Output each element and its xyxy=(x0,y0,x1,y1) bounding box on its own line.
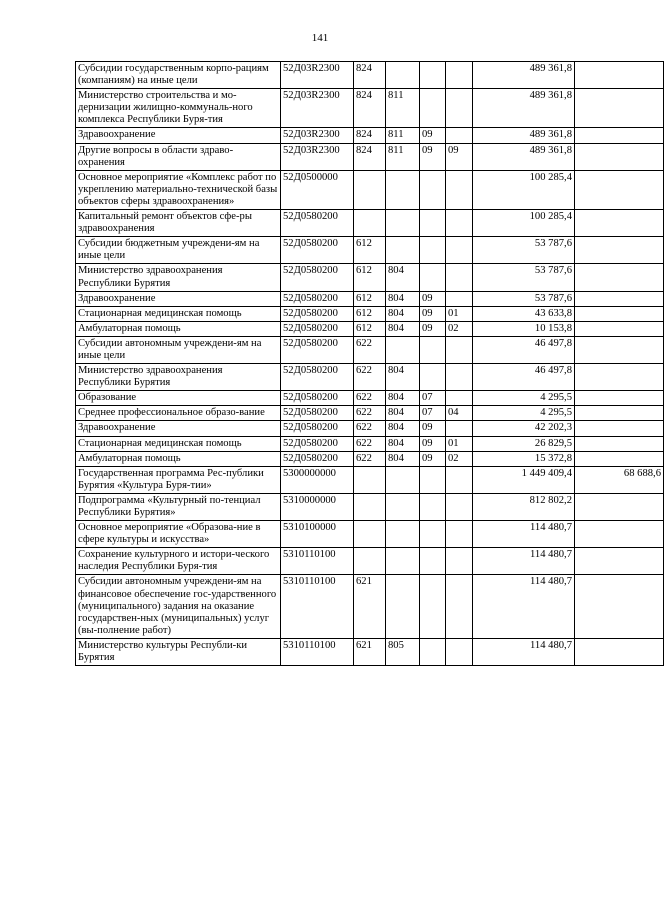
subsection-code-cell: 02 xyxy=(446,321,473,336)
ministry-code-cell: 804 xyxy=(386,364,420,391)
subsection-code-cell xyxy=(446,89,473,128)
amount-federal-cell xyxy=(575,143,664,170)
target-article-code-cell: 52Д03R2300 xyxy=(281,89,354,128)
item-name-cell: Амбулаторная помощь xyxy=(76,451,281,466)
target-article-code-cell: 5310100000 xyxy=(281,521,354,548)
item-name-cell: Субсидии государственным корпо-рациям (компаниям) на иные цели xyxy=(76,62,281,89)
table-row xyxy=(76,436,664,451)
item-name-cell: Сохранение культурного и истори-ческого наследия Республики Буря-тия xyxy=(76,548,281,575)
target-article-code-cell: 5310110100 xyxy=(281,548,354,575)
expense-type-code-cell xyxy=(354,466,386,493)
section-code-cell: 07 xyxy=(420,406,446,421)
amount-total-cell: 114 480,7 xyxy=(473,638,575,665)
amount-federal-cell xyxy=(575,89,664,128)
subsection-code-cell xyxy=(446,237,473,264)
amount-federal-cell xyxy=(575,421,664,436)
target-article-code-cell: 52Д0580200 xyxy=(281,291,354,306)
item-name-cell: Другие вопросы в области здраво-охранения xyxy=(76,143,281,170)
expense-type-code-cell: 622 xyxy=(354,391,386,406)
amount-federal-cell xyxy=(575,364,664,391)
table-row xyxy=(76,210,664,237)
table-row xyxy=(76,89,664,128)
amount-total-cell: 46 497,8 xyxy=(473,336,575,363)
item-name-cell: Министерство здравоохранения Республики Бурятия xyxy=(76,364,281,391)
ministry-code-cell xyxy=(386,170,420,209)
item-name-cell: Министерство культуры Республи-ки Бурятия xyxy=(76,638,281,665)
amount-federal-cell xyxy=(575,128,664,143)
amount-total-cell: 4 295,5 xyxy=(473,406,575,421)
target-article-code-cell: 52Д0580200 xyxy=(281,237,354,264)
ministry-code-cell: 804 xyxy=(386,321,420,336)
expense-type-code-cell: 622 xyxy=(354,336,386,363)
section-code-cell xyxy=(420,548,446,575)
item-name-cell: Основное мероприятие «Комплекс работ по укреплению материально-технической базы объектов сферы здравоохранения» xyxy=(76,170,281,209)
expense-type-code-cell: 612 xyxy=(354,291,386,306)
amount-total-cell: 489 361,8 xyxy=(473,62,575,89)
ministry-code-cell: 804 xyxy=(386,391,420,406)
target-article-code-cell: 52Д03R2300 xyxy=(281,143,354,170)
table-row xyxy=(76,638,664,665)
amount-total-cell: 489 361,8 xyxy=(473,128,575,143)
amount-total-cell: 10 153,8 xyxy=(473,321,575,336)
subsection-code-cell: 01 xyxy=(446,436,473,451)
section-code-cell xyxy=(420,575,446,638)
amount-federal-cell xyxy=(575,406,664,421)
target-article-code-cell: 52Д0580200 xyxy=(281,364,354,391)
target-article-code-cell: 52Д03R2300 xyxy=(281,128,354,143)
item-name-cell: Государственная программа Рес-публики Бурятия «Культура Буря-тии» xyxy=(76,466,281,493)
expense-type-code-cell: 612 xyxy=(354,264,386,291)
amount-total-cell: 42 202,3 xyxy=(473,421,575,436)
expense-type-code-cell xyxy=(354,548,386,575)
amount-federal-cell xyxy=(575,237,664,264)
target-article-code-cell: 52Д0580200 xyxy=(281,406,354,421)
table-row xyxy=(76,493,664,520)
amount-federal-cell xyxy=(575,638,664,665)
item-name-cell: Стационарная медицинская помощь xyxy=(76,306,281,321)
amount-total-cell: 114 480,7 xyxy=(473,548,575,575)
amount-total-cell: 812 802,2 xyxy=(473,493,575,520)
amount-federal-cell xyxy=(575,548,664,575)
subsection-code-cell xyxy=(446,493,473,520)
amount-total-cell: 489 361,8 xyxy=(473,143,575,170)
expense-type-code-cell: 612 xyxy=(354,237,386,264)
amount-federal-cell xyxy=(575,210,664,237)
ministry-code-cell xyxy=(386,210,420,237)
ministry-code-cell xyxy=(386,336,420,363)
expense-type-code-cell: 612 xyxy=(354,306,386,321)
target-article-code-cell: 5310110100 xyxy=(281,575,354,638)
ministry-code-cell: 804 xyxy=(386,291,420,306)
expense-type-code-cell xyxy=(354,521,386,548)
item-name-cell: Субсидии автономным учреждени-ям на финансовое обеспечение гос-ударственного (муниципального) задания на оказание государствен-ных (муниципальных) услуг (вы-полнение работ) xyxy=(76,575,281,638)
section-code-cell: 09 xyxy=(420,451,446,466)
target-article-code-cell: 52Д0580200 xyxy=(281,391,354,406)
amount-total-cell: 100 285,4 xyxy=(473,210,575,237)
section-code-cell: 09 xyxy=(420,291,446,306)
target-article-code-cell: 52Д0500000 xyxy=(281,170,354,209)
target-article-code-cell: 5310110100 xyxy=(281,638,354,665)
ministry-code-cell: 811 xyxy=(386,143,420,170)
ministry-code-cell xyxy=(386,575,420,638)
subsection-code-cell xyxy=(446,62,473,89)
ministry-code-cell xyxy=(386,521,420,548)
table-row xyxy=(76,575,664,638)
section-code-cell xyxy=(420,237,446,264)
section-code-cell: 09 xyxy=(420,436,446,451)
subsection-code-cell xyxy=(446,421,473,436)
subsection-code-cell xyxy=(446,291,473,306)
amount-federal-cell xyxy=(575,306,664,321)
expense-type-code-cell: 621 xyxy=(354,575,386,638)
table-row xyxy=(76,451,664,466)
amount-federal-cell xyxy=(575,493,664,520)
target-article-code-cell: 52Д0580200 xyxy=(281,210,354,237)
item-name-cell: Основное мероприятие «Образова-ние в сфере культуры и искусства» xyxy=(76,521,281,548)
ministry-code-cell xyxy=(386,493,420,520)
item-name-cell: Образование xyxy=(76,391,281,406)
expense-type-code-cell xyxy=(354,170,386,209)
expense-type-code-cell xyxy=(354,210,386,237)
item-name-cell: Амбулаторная помощь xyxy=(76,321,281,336)
section-code-cell xyxy=(420,210,446,237)
table-row xyxy=(76,548,664,575)
table-row xyxy=(76,237,664,264)
page-number: 141 xyxy=(311,32,329,44)
amount-federal-cell xyxy=(575,170,664,209)
ministry-code-cell xyxy=(386,548,420,575)
section-code-cell: 09 xyxy=(420,321,446,336)
amount-total-cell: 26 829,5 xyxy=(473,436,575,451)
subsection-code-cell xyxy=(446,575,473,638)
section-code-cell xyxy=(420,466,446,493)
section-code-cell xyxy=(420,170,446,209)
item-name-cell: Здравоохранение xyxy=(76,421,281,436)
amount-federal-cell xyxy=(575,321,664,336)
table-row xyxy=(76,62,664,89)
section-code-cell xyxy=(420,336,446,363)
amount-total-cell: 46 497,8 xyxy=(473,364,575,391)
table-row xyxy=(76,170,664,209)
item-name-cell: Субсидии бюджетным учреждени-ям на иные цели xyxy=(76,237,281,264)
subsection-code-cell xyxy=(446,364,473,391)
ministry-code-cell: 804 xyxy=(386,421,420,436)
section-code-cell xyxy=(420,264,446,291)
target-article-code-cell: 52Д0580200 xyxy=(281,421,354,436)
subsection-code-cell: 04 xyxy=(446,406,473,421)
ministry-code-cell xyxy=(386,62,420,89)
subsection-code-cell: 01 xyxy=(446,306,473,321)
amount-total-cell: 43 633,8 xyxy=(473,306,575,321)
ministry-code-cell: 804 xyxy=(386,264,420,291)
amount-federal-cell xyxy=(575,436,664,451)
item-name-cell: Капитальный ремонт объектов сфе-ры здравоохранения xyxy=(76,210,281,237)
amount-total-cell: 15 372,8 xyxy=(473,451,575,466)
section-code-cell xyxy=(420,62,446,89)
section-code-cell: 09 xyxy=(420,421,446,436)
amount-total-cell: 53 787,6 xyxy=(473,237,575,264)
amount-federal-cell xyxy=(575,521,664,548)
ministry-code-cell: 804 xyxy=(386,436,420,451)
expense-type-code-cell: 612 xyxy=(354,321,386,336)
section-code-cell: 09 xyxy=(420,143,446,170)
amount-federal-cell xyxy=(575,62,664,89)
expense-type-code-cell: 622 xyxy=(354,406,386,421)
target-article-code-cell: 52Д03R2300 xyxy=(281,62,354,89)
section-code-cell xyxy=(420,638,446,665)
amount-federal-cell xyxy=(575,264,664,291)
table-row xyxy=(76,406,664,421)
amount-federal-cell: 68 688,6 xyxy=(575,466,664,493)
target-article-code-cell: 52Д0580200 xyxy=(281,436,354,451)
item-name-cell: Здравоохранение xyxy=(76,128,281,143)
amount-federal-cell xyxy=(575,336,664,363)
amount-total-cell: 100 285,4 xyxy=(473,170,575,209)
amount-federal-cell xyxy=(575,575,664,638)
expense-type-code-cell: 824 xyxy=(354,89,386,128)
target-article-code-cell: 52Д0580200 xyxy=(281,264,354,291)
table-row xyxy=(76,336,664,363)
expense-type-code-cell: 621 xyxy=(354,638,386,665)
target-article-code-cell: 5300000000 xyxy=(281,466,354,493)
item-name-cell: Среднее профессиональное образо-вание xyxy=(76,406,281,421)
ministry-code-cell: 804 xyxy=(386,406,420,421)
ministry-code-cell: 804 xyxy=(386,451,420,466)
subsection-code-cell: 09 xyxy=(446,143,473,170)
ministry-code-cell: 805 xyxy=(386,638,420,665)
ministry-code-cell: 811 xyxy=(386,89,420,128)
expense-type-code-cell xyxy=(354,493,386,520)
table-row xyxy=(76,321,664,336)
amount-total-cell: 53 787,6 xyxy=(473,264,575,291)
subsection-code-cell xyxy=(446,521,473,548)
section-code-cell: 07 xyxy=(420,391,446,406)
subsection-code-cell xyxy=(446,210,473,237)
item-name-cell: Субсидии автономным учреждени-ям на иные цели xyxy=(76,336,281,363)
section-code-cell xyxy=(420,364,446,391)
expense-type-code-cell: 622 xyxy=(354,364,386,391)
target-article-code-cell: 52Д0580200 xyxy=(281,336,354,363)
ministry-code-cell: 811 xyxy=(386,128,420,143)
subsection-code-cell xyxy=(446,336,473,363)
section-code-cell: 09 xyxy=(420,306,446,321)
table-row xyxy=(76,421,664,436)
budget-table xyxy=(75,61,664,666)
expense-type-code-cell: 824 xyxy=(354,143,386,170)
table-row xyxy=(76,391,664,406)
amount-federal-cell xyxy=(575,291,664,306)
ministry-code-cell: 804 xyxy=(386,306,420,321)
amount-total-cell: 489 361,8 xyxy=(473,89,575,128)
ministry-code-cell xyxy=(386,466,420,493)
target-article-code-cell: 52Д0580200 xyxy=(281,321,354,336)
expense-type-code-cell: 824 xyxy=(354,128,386,143)
subsection-code-cell xyxy=(446,128,473,143)
expense-type-code-cell: 824 xyxy=(354,62,386,89)
item-name-cell: Министерство строительства и мо-дернизации жилищно-коммуналь-ного комплекса Республики Буря-тия xyxy=(76,89,281,128)
item-name-cell: Здравоохранение xyxy=(76,291,281,306)
subsection-code-cell xyxy=(446,391,473,406)
table-row xyxy=(76,521,664,548)
section-code-cell: 09 xyxy=(420,128,446,143)
table-row xyxy=(76,128,664,143)
subsection-code-cell: 02 xyxy=(446,451,473,466)
item-name-cell: Министерство здравоохранения Республики Бурятия xyxy=(76,264,281,291)
section-code-cell xyxy=(420,493,446,520)
table-row xyxy=(76,466,664,493)
ministry-code-cell xyxy=(386,237,420,264)
subsection-code-cell xyxy=(446,466,473,493)
table-row xyxy=(76,364,664,391)
subsection-code-cell xyxy=(446,638,473,665)
expense-type-code-cell: 622 xyxy=(354,436,386,451)
budget-table-body xyxy=(76,62,664,666)
table-row xyxy=(76,143,664,170)
table-row xyxy=(76,291,664,306)
section-code-cell xyxy=(420,89,446,128)
section-code-cell xyxy=(420,521,446,548)
expense-type-code-cell: 622 xyxy=(354,451,386,466)
amount-total-cell: 114 480,7 xyxy=(473,575,575,638)
amount-total-cell: 4 295,5 xyxy=(473,391,575,406)
subsection-code-cell xyxy=(446,264,473,291)
subsection-code-cell xyxy=(446,548,473,575)
subsection-code-cell xyxy=(446,170,473,209)
amount-total-cell: 1 449 409,4 xyxy=(473,466,575,493)
item-name-cell: Подпрограмма «Культурный по-тенциал Республики Бурятия» xyxy=(76,493,281,520)
target-article-code-cell: 52Д0580200 xyxy=(281,451,354,466)
amount-total-cell: 53 787,6 xyxy=(473,291,575,306)
expense-type-code-cell: 622 xyxy=(354,421,386,436)
amount-federal-cell xyxy=(575,451,664,466)
target-article-code-cell: 52Д0580200 xyxy=(281,306,354,321)
target-article-code-cell: 5310000000 xyxy=(281,493,354,520)
table-row xyxy=(76,264,664,291)
item-name-cell: Стационарная медицинская помощь xyxy=(76,436,281,451)
amount-federal-cell xyxy=(575,391,664,406)
amount-total-cell: 114 480,7 xyxy=(473,521,575,548)
table-row xyxy=(76,306,664,321)
